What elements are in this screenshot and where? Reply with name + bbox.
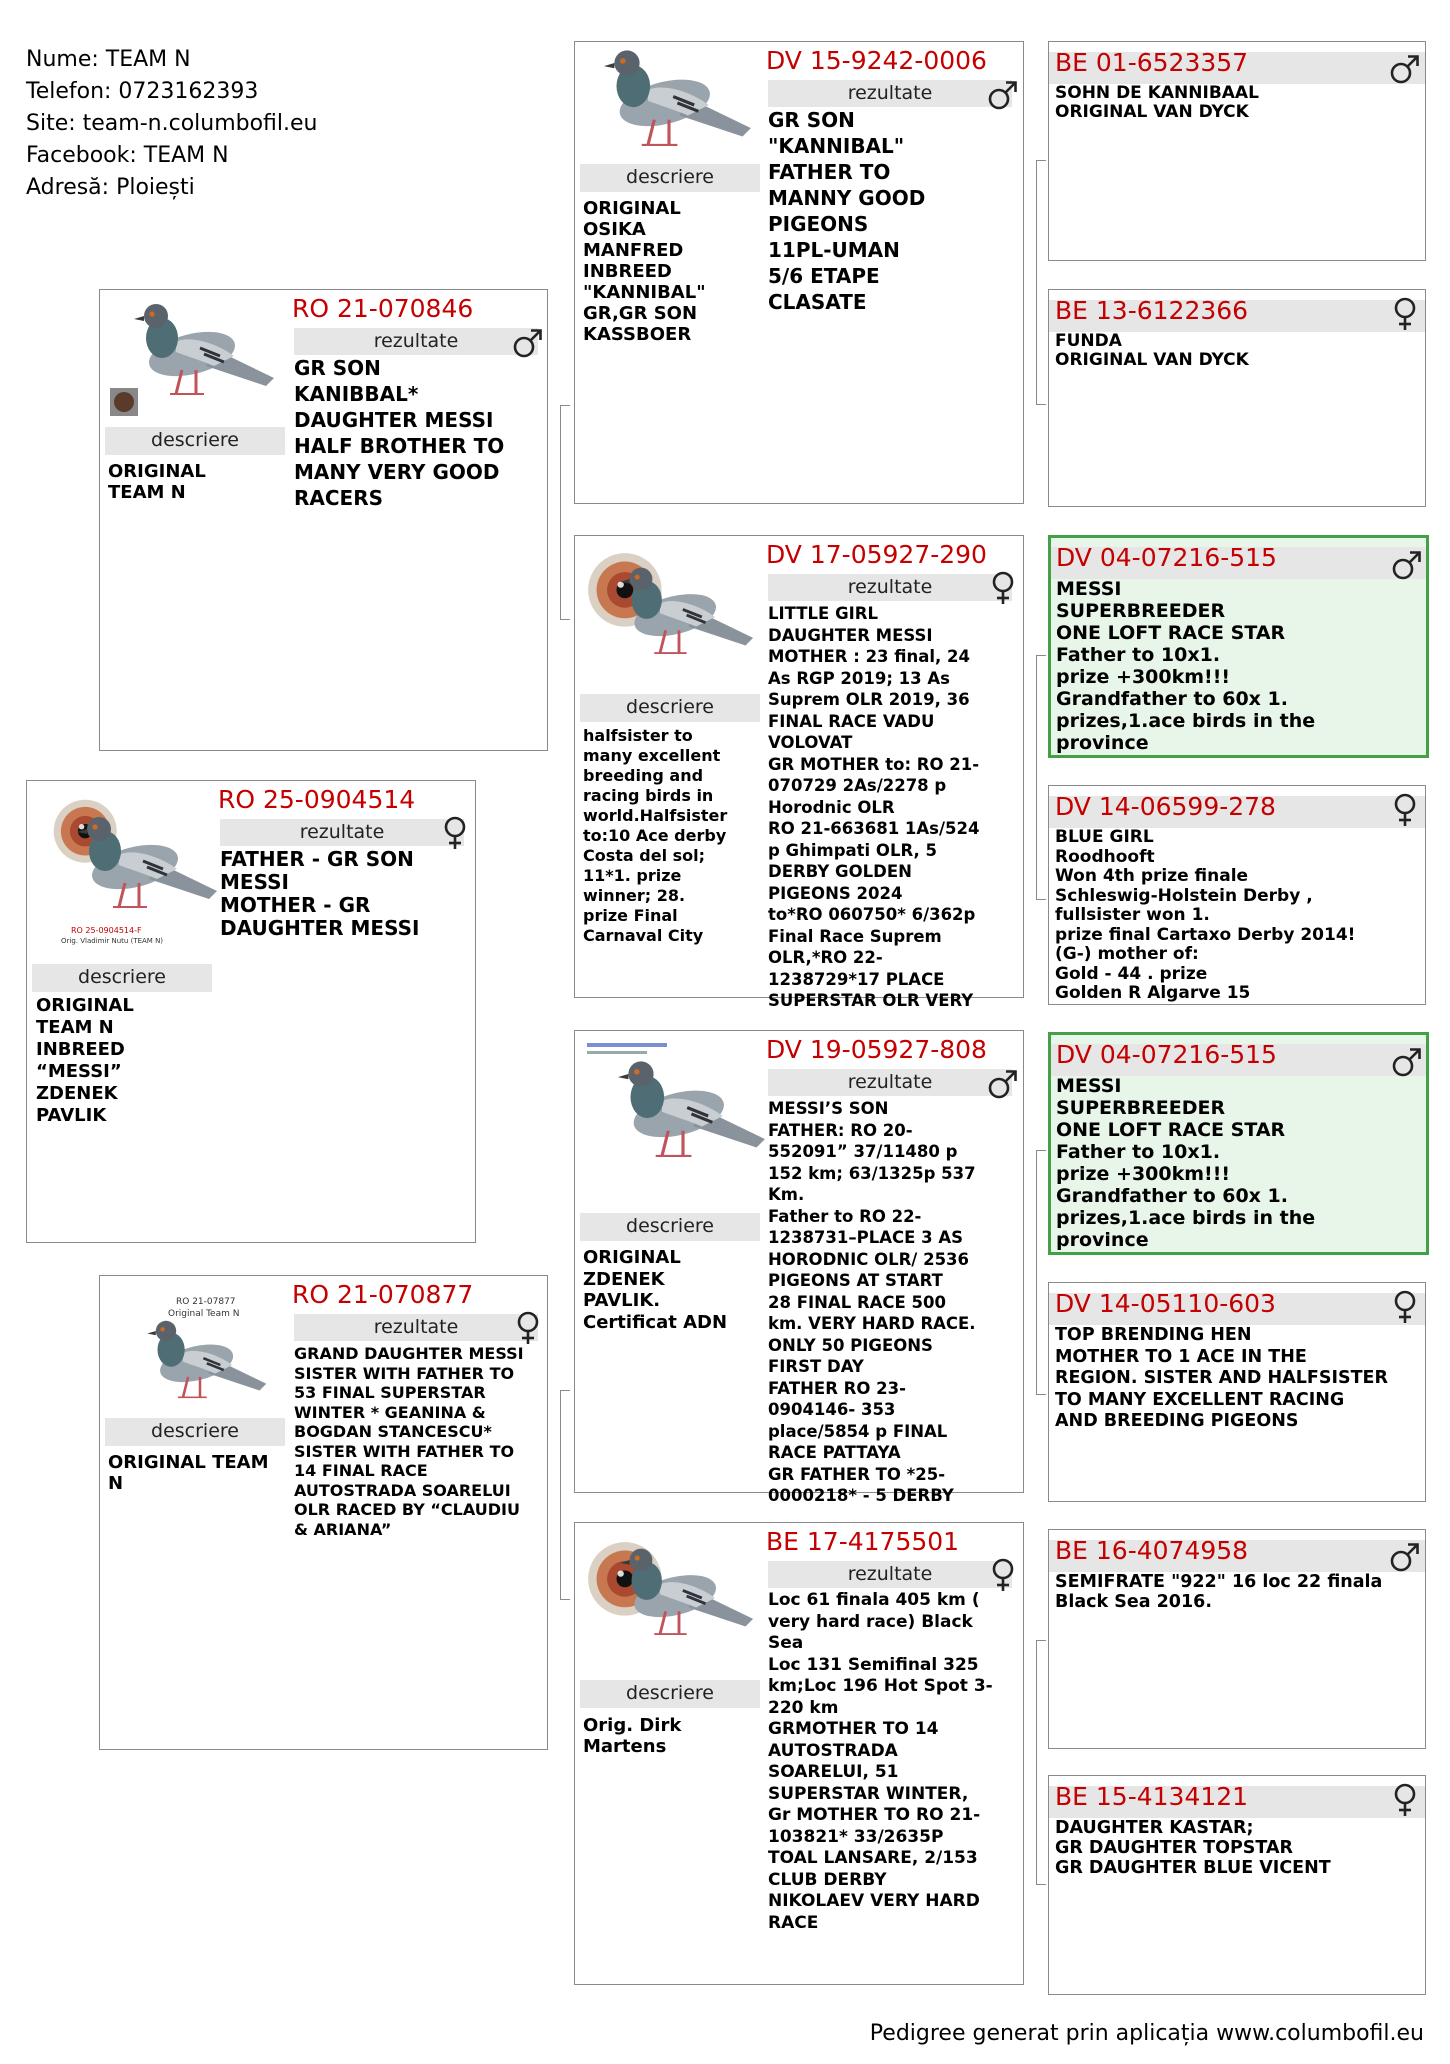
description-text: ORIGINAL OSIKA MANFRED INBREED "KANNIBAL" GR,GR SON KASSBOER [583, 198, 706, 345]
pigeon-photo [581, 1527, 765, 1677]
bird-card-subject[interactable] [26, 780, 476, 1243]
owner-address: Adresă: Ploiești [26, 175, 195, 200]
description-button[interactable]: descriere [580, 1680, 760, 1708]
results-button[interactable]: rezultate [294, 328, 538, 355]
connector-dam [560, 1390, 570, 1600]
description-text: ORIGINAL ZDENEK PAVLIK. Certificat ADN [583, 1247, 728, 1333]
pigeon-photo [581, 1039, 765, 1189]
photo-caption-ring: RO 25-0904514-F [71, 926, 142, 935]
male-icon [1389, 50, 1421, 86]
bird-card-dam[interactable] [99, 1275, 548, 1750]
pedigree-text: FUNDA ORIGINAL VAN DYCK [1055, 331, 1249, 370]
bird-card-sdd[interactable] [1048, 785, 1426, 1005]
pedigree-text: BLUE GIRL Roodhooft Won 4th prize finale Schleswig-Holstein Derby , fullsister won 1. prize final Cartaxo Derby 2014! (G-) mother of: Gold - 44 . prize Golden R Algarve 15 [1055, 827, 1356, 1003]
bird-card-dam-dam[interactable] [574, 1522, 1024, 1985]
results-button[interactable]: rezultate [294, 1314, 538, 1341]
bird-card-sds[interactable] [1048, 535, 1429, 758]
pigeon-photo [37, 787, 227, 947]
ring-number: BE 17-4175501 [766, 1527, 960, 1556]
description-text: Orig. Dirk Martens [583, 1715, 682, 1757]
bird-card-sire-dam[interactable] [574, 535, 1024, 1010]
description-button[interactable]: descriere [580, 164, 760, 192]
ring-number: DV 15-9242-0006 [766, 46, 987, 75]
results-button[interactable]: rezultate [220, 819, 464, 846]
bird-card-dds[interactable] [1048, 1529, 1426, 1749]
female-icon [439, 815, 471, 851]
photo-caption-origin: Original Team N [168, 1309, 240, 1319]
connector-ss [1036, 160, 1046, 405]
photo-caption-ring: RO 21-07877 [176, 1297, 236, 1307]
pedigree-text: GR SON "KANNIBAL" FATHER TO MANNY GOOD PIGEONS 11PL-UMAN 5/6 ETAPE CLASATE [768, 108, 926, 314]
ring-number: DV 17-05927-290 [766, 540, 987, 569]
bird-card-dss[interactable] [1048, 1032, 1429, 1255]
description-text: ORIGINAL TEAM N [108, 1452, 269, 1494]
ring-number: BE 01-6523357 [1055, 48, 1249, 77]
ring-number: DV 14-05110-603 [1055, 1289, 1276, 1318]
pigeon-photo [120, 1284, 280, 1414]
owner-phone: Telefon: 0723162393 [26, 79, 259, 104]
pigeon-photo [106, 292, 286, 422]
results-button[interactable]: rezultate [768, 574, 1012, 601]
bird-card-dsd[interactable] [1048, 1282, 1426, 1502]
owner-info [26, 44, 318, 204]
footer-credit: Pedigree generat prin aplicația www.columbofil.eu [869, 2021, 1424, 2046]
male-icon [987, 1065, 1019, 1101]
pigeon-photo [579, 44, 765, 169]
male-icon [1389, 1538, 1421, 1574]
pedigree-text: GRAND DAUGHTER MESSI SISTER WITH FATHER TO 53 FINAL SUPERSTAR WINTER * GEANINA & BOGDAN STANCESCU* SISTER WITH FATHER TO 14 FINAL RACE AUTOSTRADA SOARELUI OLR RACED BY “CLAUDIU & ARIANA” [294, 1344, 524, 1539]
bird-card-ssd[interactable] [1048, 289, 1426, 507]
results-button[interactable]: rezultate [768, 1561, 1012, 1588]
pedigree-text: GR SON KANIBBAL* DAUGHTER MESSI HALF BROTHER TO MANY VERY GOOD RACERS [294, 356, 505, 510]
pedigree-text: MESSI SUPERBREEDER ONE LOFT RACE STAR Father to 10x1. prize +300km!!! Grandfather to 60x 1. prizes,1.ace birds in the province [1056, 578, 1316, 754]
description-button[interactable]: descriere [580, 694, 760, 722]
owner-facebook: Facebook: TEAM N [26, 143, 229, 168]
ring-number: DV 19-05927-808 [766, 1035, 987, 1064]
ring-number: DV 04-07216-515 [1056, 543, 1277, 572]
ring-number: RO 25-0904514 [218, 785, 416, 814]
female-icon [512, 1310, 544, 1346]
connector-sd [1036, 655, 1046, 900]
ring-number: BE 16-4074958 [1055, 1536, 1249, 1565]
connector-ds [1036, 1150, 1046, 1395]
pedigree-text: Loc 61 finala 405 km ( very hard race) Black Sea Loc 131 Semifinal 325 km;Loc 196 Hot Spot 3- 220 km GRMOTHER TO 14 AUTOSTRADA SOARELUI, 51 SUPERSTAR WINTER, Gr MOTHER TO RO 21- 103821* 33/2635P TOAL LANSARE, 2/153 CLUB DERBY NIKOLAEV VERY HARD RACE [768, 1590, 993, 1933]
female-icon [987, 570, 1019, 606]
photo-caption-origin: Orig. Vladimir Nutu (TEAM N) [61, 937, 164, 945]
pedigree-text: LITTLE GIRL DAUGHTER MESSI MOTHER : 23 final, 24 As RGP 2019; 13 As Suprem OLR 2019, 36 FINAL RACE VADU VOLOVAT GR MOTHER to: RO 21- 070729 2As/2278 p Horodnic OLR RO 21-663681 1As/524 p Ghimpati OLR, 5 DERBY GOLDEN PIGEONS 2024 to*RO 060750* 6/362p Final Race Suprem OLR,*RO 22- 1238729*17 PLACE SUPERSTAR OLR VERY [768, 604, 980, 1010]
female-icon [987, 1557, 1019, 1593]
bird-card-dam-sire[interactable] [574, 1030, 1024, 1505]
female-icon [1389, 1289, 1421, 1325]
female-icon [1389, 296, 1421, 332]
bird-card-sire-sire[interactable] [574, 41, 1024, 504]
pedigree-text: SEMIFRATE "922" 16 loc 22 finala Black Sea 2016. [1055, 1572, 1383, 1612]
male-icon [1391, 546, 1423, 582]
pigeon-photo [581, 540, 765, 690]
owner-name: Nume: TEAM N [26, 47, 191, 72]
bird-card-sss[interactable] [1048, 41, 1426, 261]
female-icon [1389, 1782, 1421, 1818]
description-text: ORIGINAL TEAM N INBREED “MESSI” ZDENEK PAVLIK [36, 995, 134, 1126]
ring-number: BE 13-6122366 [1055, 296, 1249, 325]
connector-dd [1036, 1640, 1046, 1885]
bird-card-ddd[interactable] [1048, 1775, 1426, 1995]
bird-card-sire[interactable] [99, 289, 548, 751]
description-button[interactable]: descriere [105, 1418, 285, 1446]
ring-number: DV 04-07216-515 [1056, 1040, 1277, 1069]
results-button[interactable]: rezultate [768, 80, 1012, 107]
ring-number: DV 14-06599-278 [1055, 792, 1276, 821]
pedigree-text: SOHN DE KANNIBAAL ORIGINAL VAN DYCK [1055, 83, 1259, 122]
pedigree-text: TOP BRENDING HEN MOTHER TO 1 ACE IN THE REGION. SISTER AND HALFSISTER TO MANY EXCELLENT RACING AND BREEDING PIGEONS [1055, 1325, 1388, 1431]
pedigree-text: FATHER - GR SON MESSI MOTHER - GR DAUGHTER MESSI [220, 847, 420, 940]
description-text: halfsister to many excellent breeding and racing birds in world.Halfsister to:10 Ace derby Costa del sol; 11*1. prize winner; 28. prize Final Carnaval City [583, 726, 728, 945]
description-button[interactable]: descriere [580, 1213, 760, 1241]
ring-number: RO 21-070877 [292, 1280, 474, 1309]
ring-number: RO 21-070846 [292, 294, 474, 323]
description-text: ORIGINAL TEAM N [108, 461, 206, 503]
pedigree-text: DAUGHTER KASTAR; GR DAUGHTER TOPSTAR GR DAUGHTER BLUE VICENT [1055, 1818, 1331, 1878]
pedigree-text: MESSI SUPERBREEDER ONE LOFT RACE STAR Father to 10x1. prize +300km!!! Grandfather to 60x 1. prizes,1.ace birds in the province [1056, 1075, 1316, 1251]
ring-number: BE 15-4134121 [1055, 1782, 1249, 1811]
description-button[interactable]: descriere [32, 964, 212, 992]
owner-site: Site: team-n.columbofil.eu [26, 111, 318, 136]
male-icon [1391, 1043, 1423, 1079]
female-icon [1389, 792, 1421, 828]
connector-sire [560, 405, 570, 620]
results-button[interactable]: rezultate [768, 1069, 1012, 1096]
pedigree-text: MESSI’S SON FATHER: RO 20- 552091” 37/11480 p 152 km; 63/1325p 537 Km. Father to RO 22- 1238731–PLACE 3 AS HORODNIC OLR/ 2536 PIGEONS AT START 28 FINAL RACE 500 km. VERY HARD RACE. ONLY 50 PIGEONS FIRST DAY FATHER RO 23- 0904146- 353 place/5854 p FINAL RACE PATTAYA GR FATHER TO *25- 0000218* - 5 DERBY [768, 1099, 976, 1505]
description-button[interactable]: descriere [105, 427, 285, 455]
